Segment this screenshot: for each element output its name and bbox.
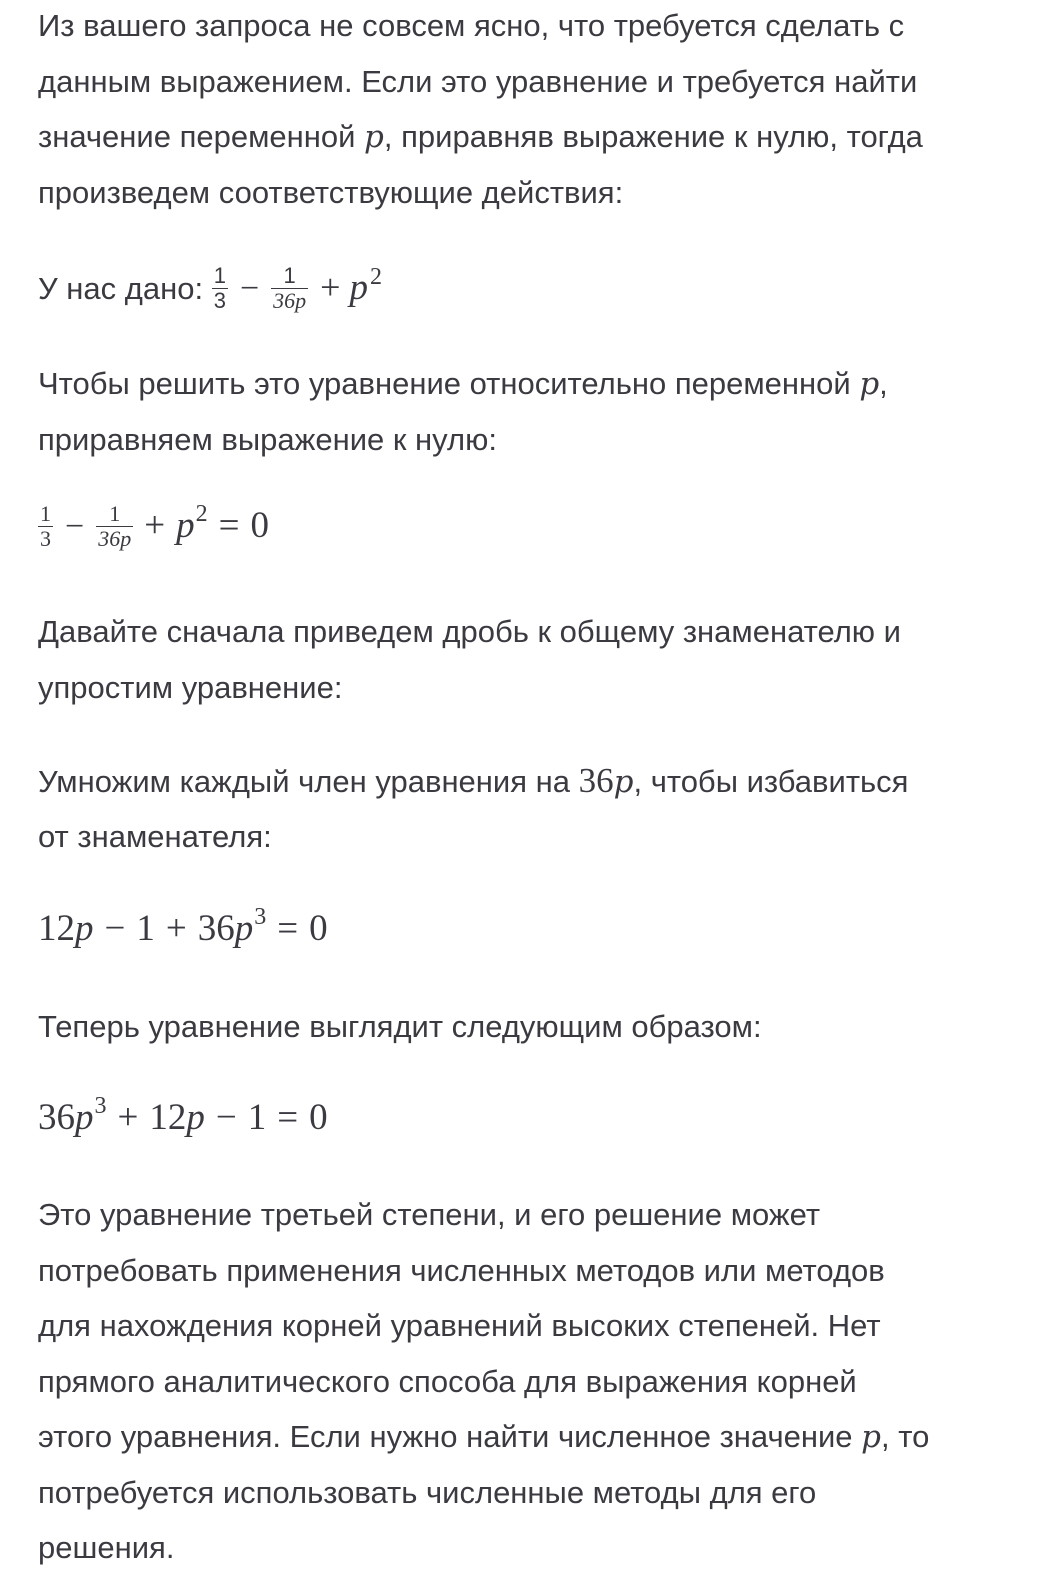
paragraph-5 xyxy=(38,999,998,1055)
eq2-equals: = xyxy=(277,908,299,949)
para2-line-2: приравняем выражение к нулю: xyxy=(38,421,497,457)
given-minus: − xyxy=(239,270,260,307)
eq3-minus: − xyxy=(215,1097,237,1138)
eq1-frac2-numerator: 1 xyxy=(109,501,121,527)
intro-line-4: произведем соответствующие действия: xyxy=(38,174,624,210)
para2-line-1-text: Чтобы решить это уравнение относительно переменной xyxy=(38,366,860,401)
given-fraction-2 xyxy=(271,264,308,313)
para4-coefficient: 36 xyxy=(578,761,614,800)
eq3-term1-variable: p xyxy=(75,1097,94,1138)
given-exponent: 2 xyxy=(369,264,382,290)
given-frac1-denominator: 3 xyxy=(213,288,226,314)
eq3-one: 1 xyxy=(247,1097,267,1138)
para4-line-1-text: Умножим каждый член уравнения на xyxy=(38,764,579,799)
equation-3 xyxy=(38,1093,328,1139)
para4-line-2: от знаменателя: xyxy=(38,818,272,854)
para3-line-2: упростим уравнение: xyxy=(38,669,343,705)
intro-line-2: данным выражением. Если это уравнение и требуется найти xyxy=(38,63,918,99)
eq1-fraction-1 xyxy=(38,502,53,551)
eq3-term2-coefficient: 12 xyxy=(149,1097,187,1138)
eq3-rhs: 0 xyxy=(309,1097,328,1138)
para6-line-3: для нахождения корней уравнений высоких степеней. Нет xyxy=(38,1308,881,1343)
given-fraction-1 xyxy=(212,264,228,313)
para6-line-6: потребуется использовать численные методы для его xyxy=(38,1474,817,1510)
eq1-fraction-2 xyxy=(96,502,133,551)
eq1-plus: + xyxy=(144,505,166,546)
para6-line-4: прямого аналитического способа для выражения корней xyxy=(38,1363,857,1399)
para6-line-1: Это уравнение третьей степени, и его решение может xyxy=(38,1197,821,1232)
paragraph-4 xyxy=(38,753,998,864)
intro-line-3-text: значение переменной xyxy=(38,119,365,154)
given-frac2-numerator: 1 xyxy=(283,263,296,289)
given-label: У нас дано: xyxy=(38,271,212,306)
para6-line-7: решения. xyxy=(38,1530,175,1565)
para6-variable: p xyxy=(861,1419,882,1455)
para3-line-1: Давайте сначала приведем дробь к общему знаменателю и xyxy=(38,614,901,649)
given-plus: + xyxy=(320,267,341,307)
given-term: p xyxy=(349,267,368,308)
eq3-term1-coefficient: 36 xyxy=(38,1097,75,1138)
eq2-term1-variable: p xyxy=(75,908,94,949)
given-frac1-numerator: 1 xyxy=(213,263,226,289)
para6-line-5 xyxy=(38,1409,998,1465)
eq2-one: 1 xyxy=(136,908,155,949)
eq2-plus: + xyxy=(165,908,187,949)
intro-line-3-end: , приравняв выражение к нулю, тогда xyxy=(383,119,923,154)
eq2-term1-coefficient: 12 xyxy=(38,908,75,949)
intro-paragraph xyxy=(38,0,998,220)
para6-line-2: потребовать применения численных методов или методов xyxy=(38,1252,885,1288)
paragraph-3 xyxy=(38,604,998,715)
para4-variable: p xyxy=(613,764,634,800)
para6-line-5-end: , то xyxy=(881,1419,930,1454)
eq2-term2-variable: p xyxy=(234,908,254,949)
intro-line-1: Из вашего запроса не совсем ясно, что требуется сделать с xyxy=(38,8,905,43)
eq3-equals: = xyxy=(277,1097,299,1138)
eq2-term2-exponent: 3 xyxy=(254,904,267,930)
para2-line-1-end: , xyxy=(879,366,888,401)
eq3-plus: + xyxy=(117,1097,139,1138)
intro-line-3 xyxy=(38,109,998,165)
given-line xyxy=(38,260,998,321)
eq1-term: p xyxy=(176,505,195,546)
eq3-term1-exponent: 3 xyxy=(94,1093,107,1119)
eq1-rhs: 0 xyxy=(250,505,269,546)
para2-variable: p xyxy=(859,366,880,402)
eq3-term2-variable: p xyxy=(186,1097,205,1138)
paragraph-2 xyxy=(38,356,998,467)
eq1-minus: − xyxy=(65,508,85,545)
para6-line-5-text: этого уравнения. Если нужно найти численное значение xyxy=(38,1419,862,1454)
paragraph-6 xyxy=(38,1187,998,1576)
eq2-minus: − xyxy=(104,908,126,949)
eq1-frac1-denominator: 3 xyxy=(40,526,51,552)
eq2-rhs: 0 xyxy=(309,908,328,949)
eq1-frac2-denominator: 36p xyxy=(98,526,132,552)
para5-line-1: Теперь уравнение выглядит следующим образом: xyxy=(38,1009,762,1044)
para4-line-1-end: , чтобы избавиться xyxy=(633,764,909,799)
eq1-frac1-numerator: 1 xyxy=(40,501,51,527)
equation-2 xyxy=(38,904,328,950)
para2-line-1 xyxy=(38,356,998,412)
eq1-equals: = xyxy=(218,505,240,546)
equation-1 xyxy=(38,501,269,553)
intro-variable: p xyxy=(364,119,384,155)
eq2-term2-coefficient: 36 xyxy=(197,908,235,949)
para4-line-1 xyxy=(38,753,998,809)
given-frac2-denominator: 36p xyxy=(273,288,307,314)
eq1-exponent: 2 xyxy=(195,501,208,527)
